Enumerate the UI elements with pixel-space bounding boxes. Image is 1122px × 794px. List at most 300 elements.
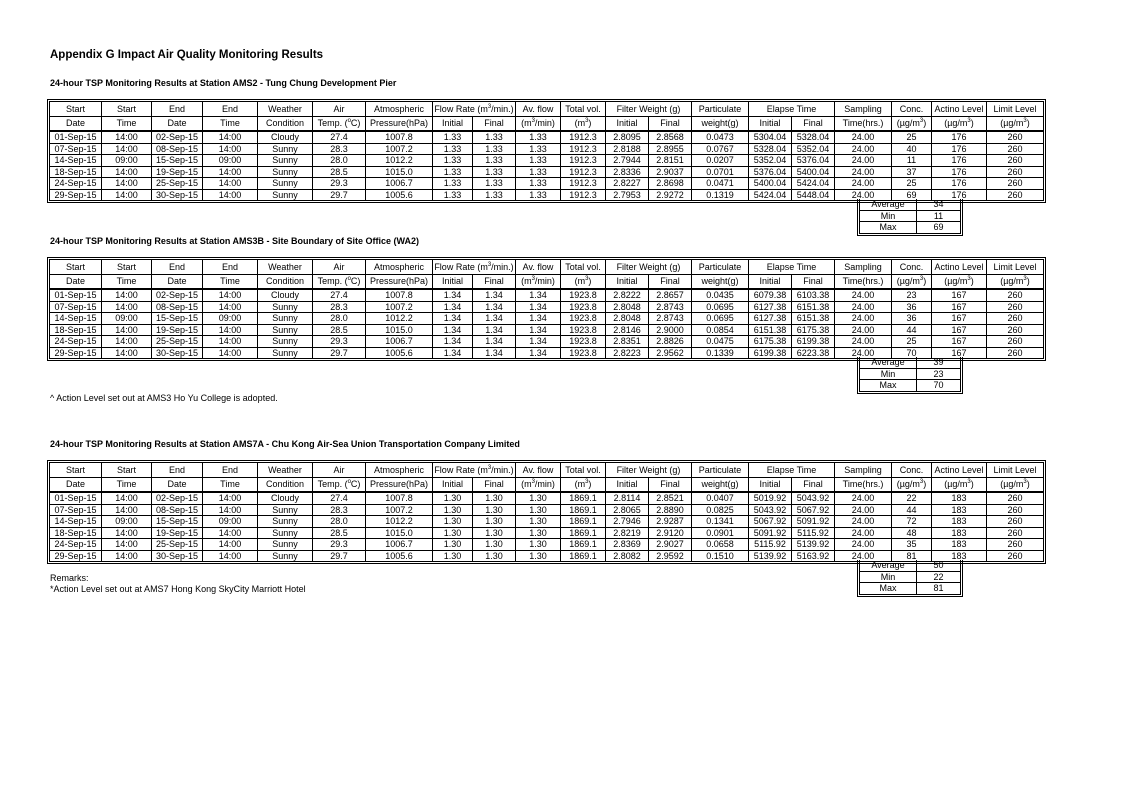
cell-particulate: 0.0207 xyxy=(692,155,749,167)
column-header: End xyxy=(152,260,203,275)
column-subheader: Temp. ($^o$C) xyxy=(313,275,366,290)
cell-limit-level: 260 xyxy=(987,528,1043,540)
cell-flow-initial: 1.34 xyxy=(433,336,473,348)
cell-total-vol: 1923.8 xyxy=(561,290,606,302)
cell-particulate: 0.0435 xyxy=(692,290,749,302)
cell-pressure: 1007.2 xyxy=(366,302,433,314)
table-row xyxy=(50,313,1043,325)
cell-action-level: 176 xyxy=(932,155,987,167)
column-subheader: Initial xyxy=(749,117,792,132)
cell-limit-level: 260 xyxy=(1007,189,1023,200)
column-subheader: Final xyxy=(792,275,835,290)
cell-filter-initial: 2.8095 xyxy=(606,132,649,144)
column-header: Av. flow xyxy=(516,463,561,478)
cell-end-time: 14:00 xyxy=(203,302,258,314)
cell-air-temp: 28.3 xyxy=(313,505,366,517)
cell-action-level: 183 xyxy=(932,551,987,562)
stats-row xyxy=(860,199,960,211)
cell-filter-final: 2.8890 xyxy=(649,505,692,517)
cell-start-date: 01-Sep-15 xyxy=(50,290,102,302)
cell-flow-final: 1.33 xyxy=(473,178,516,190)
cell-flow-final: 1.30 xyxy=(473,528,516,540)
results-table-ams3b xyxy=(47,257,1046,361)
cell-sampling-time: 24.00 xyxy=(835,325,892,337)
stat-label: Average xyxy=(860,560,917,572)
cell-elapse-initial: 5067.92 xyxy=(749,516,792,528)
column-header: Av. flow xyxy=(516,102,561,117)
cell-total-vol: 1923.8 xyxy=(561,336,606,348)
cell-conc: 81 xyxy=(892,551,932,562)
cell-flow-final: 1.34 xyxy=(473,348,516,359)
cell-filter-initial: 2.7946 xyxy=(606,516,649,528)
results-table-ams7a xyxy=(47,460,1046,564)
cell-weather: Sunny xyxy=(258,155,313,167)
cell-filter-initial: 2.8065 xyxy=(606,505,649,517)
cell-elapse-initial: 5352.04 xyxy=(749,155,792,167)
cell-elapse-initial: 5115.92 xyxy=(749,539,792,551)
cell-start-time: 14:00 xyxy=(102,336,152,348)
cell-sampling-time: 24.00 xyxy=(835,348,892,359)
cell-particulate: 0.0475 xyxy=(692,336,749,348)
cell-sampling-time: 24.00 xyxy=(835,313,892,325)
column-header: Particulate xyxy=(692,102,749,117)
cell-elapse-final: 5043.92 xyxy=(792,493,835,505)
column-subheader: Final xyxy=(473,275,516,290)
table-row xyxy=(50,178,1043,190)
cell-total-vol: 1912.3 xyxy=(561,190,606,201)
column-subheader: Time xyxy=(203,478,258,493)
cell-pressure: 1006.7 xyxy=(366,539,433,551)
column-header: End xyxy=(152,463,203,478)
column-header: Conc. xyxy=(892,260,932,275)
cell-end-time: 14:00 xyxy=(203,539,258,551)
page-title: Appendix G Impact Air Quality Monitoring Results xyxy=(50,49,324,61)
cell-air-temp: 28.3 xyxy=(313,302,366,314)
column-header: Air xyxy=(313,463,366,478)
cell-end-time: 14:00 xyxy=(203,132,258,144)
stat-value: 50 xyxy=(917,560,960,572)
cell-flow-final: 1.33 xyxy=(473,132,516,144)
cell-end-date: 30-Sep-15 xyxy=(152,551,203,562)
cell-av-flow: 1.30 xyxy=(516,493,561,505)
cell-limit-level: 260 xyxy=(987,167,1043,179)
stat-label: Max xyxy=(860,583,917,594)
column-subheader: Final xyxy=(792,117,835,132)
cell-limit-level: 260 xyxy=(987,539,1043,551)
cell-filter-initial: 2.8048 xyxy=(606,302,649,314)
cell-elapse-final: 6151.38 xyxy=(792,313,835,325)
column-subheader: $(\mu g/m^3)$ xyxy=(987,478,1043,493)
cell-pressure: 1012.2 xyxy=(366,313,433,325)
cell-av-flow: 1.30 xyxy=(516,516,561,528)
column-subheader: $(m^3/\min)$ xyxy=(516,275,561,290)
cell-total-vol: 1869.1 xyxy=(561,539,606,551)
column-header: End xyxy=(203,463,258,478)
cell-limit-level: 260 xyxy=(987,325,1043,337)
column-header: Atmospheric xyxy=(366,260,433,275)
column-subheader: Initial xyxy=(433,117,473,132)
cell-elapse-final: 5163.92 xyxy=(792,551,835,562)
stat-value: 22 xyxy=(917,572,960,584)
cell-air-temp: 28.3 xyxy=(313,144,366,156)
cell-total-vol: 1923.8 xyxy=(561,325,606,337)
cell-flow-initial: 1.34 xyxy=(433,290,473,302)
column-subheader: Date xyxy=(50,478,102,493)
column-subheader: Time xyxy=(203,275,258,290)
cell-air-temp: 28.0 xyxy=(313,516,366,528)
stats-table-ams2 xyxy=(857,199,963,236)
stat-value: 11 xyxy=(917,211,960,223)
column-subheader: Initial xyxy=(606,275,649,290)
cell-conc: 44 xyxy=(892,325,932,337)
cell-pressure: 1015.0 xyxy=(366,325,433,337)
column-subheader: Temp. ($^o$C) xyxy=(313,478,366,493)
column-header: Elapse Time xyxy=(749,102,835,117)
cell-conc: 48 xyxy=(892,528,932,540)
cell-weather: Cloudy xyxy=(258,132,313,144)
cell-flow-final: 1.33 xyxy=(473,190,516,201)
cell-end-time: 09:00 xyxy=(203,516,258,528)
cell-flow-final: 1.34 xyxy=(473,313,516,325)
cell-conc: 22 xyxy=(892,493,932,505)
column-header: Flow Rate $(m^3/\min.)$ xyxy=(433,463,516,478)
cell-start-date: 01-Sep-15 xyxy=(50,132,102,144)
cell-conc: 36 xyxy=(892,302,932,314)
cell-elapse-initial: 6199.38 xyxy=(749,348,792,359)
cell-action-level: 167 xyxy=(932,325,987,337)
column-header: Start xyxy=(50,102,102,117)
cell-total-vol: 1869.1 xyxy=(561,516,606,528)
cell-filter-final: 2.8698 xyxy=(649,178,692,190)
cell-start-time: 09:00 xyxy=(102,516,152,528)
column-header: Conc. xyxy=(892,463,932,478)
stats-row xyxy=(860,572,960,584)
cell-flow-final: 1.30 xyxy=(473,493,516,505)
column-header: Start xyxy=(102,463,152,478)
cell-elapse-initial: 6127.38 xyxy=(749,313,792,325)
cell-start-time: 09:00 xyxy=(102,313,152,325)
column-subheader: $(m^3)$ xyxy=(561,275,606,290)
cell-pressure: 1005.6 xyxy=(366,551,433,562)
cell-av-flow: 1.34 xyxy=(516,313,561,325)
column-header: Actino Level xyxy=(932,463,987,478)
stats-row xyxy=(860,222,960,233)
cell-limit-level: 260 xyxy=(1007,347,1023,358)
cell-particulate: 0.0901 xyxy=(692,528,749,540)
column-header: Filter Weight (g) xyxy=(606,102,692,117)
cell-elapse-final: 5448.04 xyxy=(792,190,835,201)
column-header: Total vol. xyxy=(561,463,606,478)
cell-filter-final: 2.8151 xyxy=(649,155,692,167)
cell-elapse-final: 5328.04 xyxy=(792,132,835,144)
cell-filter-initial: 2.8223 xyxy=(606,348,649,359)
cell-total-vol: 1869.1 xyxy=(561,551,606,562)
cell-end-date: 15-Sep-15 xyxy=(152,155,203,167)
cell-weather: Sunny xyxy=(258,539,313,551)
column-header: Total vol. xyxy=(561,102,606,117)
column-header: Elapse Time xyxy=(749,260,835,275)
cell-particulate: 0.1341 xyxy=(692,516,749,528)
column-header: Conc. xyxy=(892,102,932,117)
column-subheader: $(\mu g/m^3)$ xyxy=(892,117,932,132)
cell-action-level: 183 xyxy=(932,505,987,517)
cell-flow-final: 1.34 xyxy=(473,336,516,348)
section-title-ams3b: 24-hour TSP Monitoring Results at Station AMS3B - Site Boundary of Site Office (WA2) xyxy=(50,236,420,246)
cell-limit-level: 260 xyxy=(987,290,1043,302)
cell-start-date: 29-Sep-15 xyxy=(50,551,102,562)
stat-value: 70 xyxy=(933,380,944,391)
column-header: End xyxy=(152,102,203,117)
cell-elapse-final: 6151.38 xyxy=(792,302,835,314)
cell-flow-final: 1.34 xyxy=(473,290,516,302)
cell-action-level: 183 xyxy=(932,493,987,505)
cell-sampling-time: 24.00 xyxy=(835,155,892,167)
cell-filter-final: 2.9037 xyxy=(649,167,692,179)
cell-total-vol: 1923.8 xyxy=(561,302,606,314)
cell-sampling-time: 24.00 xyxy=(835,539,892,551)
column-subheader: Time(hrs.) xyxy=(835,478,892,493)
cell-conc: 72 xyxy=(892,516,932,528)
column-subheader: $(m^3/\min)$ xyxy=(516,478,561,493)
cell-conc: 25 xyxy=(892,336,932,348)
cell-start-time: 09:00 xyxy=(102,155,152,167)
cell-flow-final: 1.33 xyxy=(473,155,516,167)
stat-label: Max xyxy=(860,380,917,391)
cell-particulate: 0.0767 xyxy=(692,144,749,156)
cell-sampling-time: 24.00 xyxy=(835,290,892,302)
table-row xyxy=(50,516,1043,528)
cell-elapse-initial: 5019.92 xyxy=(749,493,792,505)
cell-air-temp: 28.5 xyxy=(313,167,366,179)
cell-flow-initial: 1.34 xyxy=(433,325,473,337)
column-header: Filter Weight (g) xyxy=(606,260,692,275)
cell-elapse-initial: 6175.38 xyxy=(749,336,792,348)
cell-action-level: 167 xyxy=(932,348,987,359)
cell-flow-final: 1.30 xyxy=(473,516,516,528)
ams3-action-level-note: ^ Action Level set out at AMS3 Ho Yu College is adopted. xyxy=(50,393,278,403)
cell-filter-final: 2.9592 xyxy=(649,551,692,562)
header-row xyxy=(50,275,1043,290)
cell-flow-initial: 1.33 xyxy=(433,190,473,201)
column-subheader: Initial xyxy=(606,478,649,493)
cell-weather: Cloudy xyxy=(258,493,313,505)
cell-start-time: 14:00 xyxy=(102,325,152,337)
cell-start-time: 14:00 xyxy=(102,493,152,505)
column-subheader: $(\mu g/m^3)$ xyxy=(987,275,1043,290)
cell-filter-initial: 2.8114 xyxy=(606,493,649,505)
stats-row xyxy=(860,357,960,369)
column-subheader: $(m^3/\min)$ xyxy=(516,117,561,132)
cell-elapse-initial: 5424.04 xyxy=(749,190,792,201)
table-row xyxy=(50,290,1043,302)
column-subheader: Date xyxy=(50,275,102,290)
column-header: Start xyxy=(102,260,152,275)
cell-weather: Sunny xyxy=(258,348,313,359)
column-subheader: Time(hrs.) xyxy=(835,275,892,290)
column-header: Sampling xyxy=(835,102,892,117)
cell-sampling-time: 24.00 xyxy=(835,528,892,540)
cell-flow-initial: 1.30 xyxy=(433,505,473,517)
column-header: Total vol. xyxy=(561,260,606,275)
cell-particulate: 0.0473 xyxy=(692,132,749,144)
column-header: Air xyxy=(313,260,366,275)
cell-start-date: 29-Sep-15 xyxy=(50,348,102,359)
column-header: Particulate xyxy=(692,463,749,478)
column-subheader: Date xyxy=(152,478,203,493)
column-subheader: Final xyxy=(473,117,516,132)
table-row xyxy=(50,155,1043,167)
cell-limit-level: 260 xyxy=(1007,550,1023,561)
cell-end-time: 14:00 xyxy=(203,167,258,179)
cell-start-time: 14:00 xyxy=(102,505,152,517)
cell-pressure: 1006.7 xyxy=(366,336,433,348)
cell-flow-initial: 1.34 xyxy=(433,348,473,359)
section-title-ams7a: 24-hour TSP Monitoring Results at Station AMS7A - Chu Kong Air-Sea Union Transportation Company Limited xyxy=(50,439,520,449)
stat-value: 23 xyxy=(917,369,960,381)
cell-start-time: 14:00 xyxy=(102,348,152,359)
section-title-ams2: 24-hour TSP Monitoring Results at Station AMS2 - Tung Chung Development Pier xyxy=(50,78,397,88)
cell-weather: Sunny xyxy=(258,178,313,190)
column-subheader: $(m^3)$ xyxy=(561,117,606,132)
column-subheader: Pressure(hPa) xyxy=(366,478,433,493)
cell-flow-initial: 1.33 xyxy=(433,132,473,144)
cell-pressure: 1015.0 xyxy=(366,167,433,179)
cell-action-level: 176 xyxy=(932,132,987,144)
cell-pressure: 1006.7 xyxy=(366,178,433,190)
cell-elapse-final: 5376.04 xyxy=(792,155,835,167)
cell-av-flow: 1.30 xyxy=(516,539,561,551)
cell-sampling-time: 24.00 xyxy=(835,505,892,517)
cell-sampling-time: 24.00 xyxy=(835,144,892,156)
cell-pressure: 1007.8 xyxy=(366,493,433,505)
column-header: Weather xyxy=(258,463,313,478)
cell-start-date: 18-Sep-15 xyxy=(50,167,102,179)
cell-end-time: 14:00 xyxy=(203,290,258,302)
cell-start-date: 18-Sep-15 xyxy=(50,325,102,337)
cell-sampling-time: 24.00 xyxy=(835,178,892,190)
cell-limit-level: 260 xyxy=(987,155,1043,167)
column-header: Start xyxy=(50,260,102,275)
cell-elapse-final: 5400.04 xyxy=(792,167,835,179)
column-subheader: Pressure(hPa) xyxy=(366,275,433,290)
cell-end-time: 14:00 xyxy=(203,348,258,359)
cell-filter-final: 2.8743 xyxy=(649,302,692,314)
cell-filter-final: 2.8955 xyxy=(649,144,692,156)
cell-filter-final: 2.9562 xyxy=(649,348,692,359)
stat-label: Min xyxy=(860,572,917,584)
cell-particulate: 0.0658 xyxy=(692,539,749,551)
cell-total-vol: 1923.8 xyxy=(561,348,606,359)
stats-row xyxy=(860,583,960,594)
cell-pressure: 1005.6 xyxy=(366,348,433,359)
cell-end-date: 08-Sep-15 xyxy=(152,302,203,314)
cell-particulate: 0.0701 xyxy=(692,167,749,179)
cell-action-level: 167 xyxy=(932,290,987,302)
column-header: Av. flow xyxy=(516,260,561,275)
cell-elapse-initial: 5139.92 xyxy=(749,551,792,562)
cell-conc: 70 xyxy=(892,348,932,359)
table-row xyxy=(50,144,1043,156)
cell-limit-level: 260 xyxy=(987,336,1043,348)
cell-av-flow: 1.30 xyxy=(516,551,561,562)
cell-conc: 40 xyxy=(892,144,932,156)
cell-elapse-initial: 6079.38 xyxy=(749,290,792,302)
cell-particulate: 0.1319 xyxy=(692,190,749,201)
cell-end-date: 30-Sep-15 xyxy=(152,190,203,201)
column-header: Sampling xyxy=(835,260,892,275)
cell-filter-final: 2.9027 xyxy=(649,539,692,551)
column-header: Start xyxy=(50,463,102,478)
column-header: Weather xyxy=(258,102,313,117)
stat-value: 34 xyxy=(917,199,960,211)
column-subheader: $(m^3)$ xyxy=(561,478,606,493)
cell-av-flow: 1.30 xyxy=(516,528,561,540)
stat-label: Max xyxy=(860,222,917,233)
stat-label: Average xyxy=(860,357,917,369)
cell-filter-final: 2.8743 xyxy=(649,313,692,325)
cell-start-date: 07-Sep-15 xyxy=(50,302,102,314)
cell-elapse-final: 6223.38 xyxy=(792,348,835,359)
cell-start-time: 14:00 xyxy=(102,551,152,562)
header-row xyxy=(50,260,1043,275)
cell-weather: Sunny xyxy=(258,551,313,562)
cell-elapse-initial: 5304.04 xyxy=(749,132,792,144)
cell-weather: Sunny xyxy=(258,516,313,528)
table-row xyxy=(50,302,1043,314)
column-subheader: Condition xyxy=(258,117,313,132)
stats-table-ams3b xyxy=(857,357,963,394)
cell-weather: Sunny xyxy=(258,144,313,156)
table-row xyxy=(50,325,1043,337)
cell-flow-final: 1.34 xyxy=(473,302,516,314)
cell-weather: Cloudy xyxy=(258,290,313,302)
cell-end-date: 15-Sep-15 xyxy=(152,516,203,528)
remarks-label: Remarks: xyxy=(50,573,89,583)
cell-start-date: 18-Sep-15 xyxy=(50,528,102,540)
column-header: Sampling xyxy=(835,463,892,478)
column-subheader: weight(g) xyxy=(692,478,749,493)
column-header: Atmospheric xyxy=(366,463,433,478)
cell-conc: 36 xyxy=(892,313,932,325)
column-subheader: Date xyxy=(152,117,203,132)
cell-av-flow: 1.34 xyxy=(516,348,561,359)
cell-filter-initial: 2.8227 xyxy=(606,178,649,190)
cell-end-time: 09:00 xyxy=(203,313,258,325)
cell-sampling-time: 24.00 xyxy=(835,190,892,201)
cell-av-flow: 1.33 xyxy=(516,132,561,144)
column-header: Limit Level xyxy=(987,463,1043,478)
cell-av-flow: 1.33 xyxy=(516,144,561,156)
stats-row xyxy=(860,369,960,381)
cell-elapse-final: 5352.04 xyxy=(792,144,835,156)
cell-filter-final: 2.9272 xyxy=(649,190,692,201)
cell-pressure: 1007.8 xyxy=(366,290,433,302)
stat-value: 69 xyxy=(933,222,944,233)
cell-filter-final: 2.9000 xyxy=(649,325,692,337)
cell-weather: Sunny xyxy=(258,325,313,337)
cell-conc: 25 xyxy=(892,132,932,144)
cell-av-flow: 1.33 xyxy=(516,155,561,167)
cell-air-temp: 27.4 xyxy=(313,132,366,144)
cell-pressure: 1012.2 xyxy=(366,155,433,167)
table-row xyxy=(50,167,1043,179)
cell-particulate: 0.0695 xyxy=(692,313,749,325)
cell-elapse-initial: 6151.38 xyxy=(749,325,792,337)
cell-end-date: 02-Sep-15 xyxy=(152,290,203,302)
cell-flow-final: 1.30 xyxy=(473,551,516,562)
cell-filter-final: 2.8826 xyxy=(649,336,692,348)
cell-air-temp: 29.7 xyxy=(313,551,366,562)
